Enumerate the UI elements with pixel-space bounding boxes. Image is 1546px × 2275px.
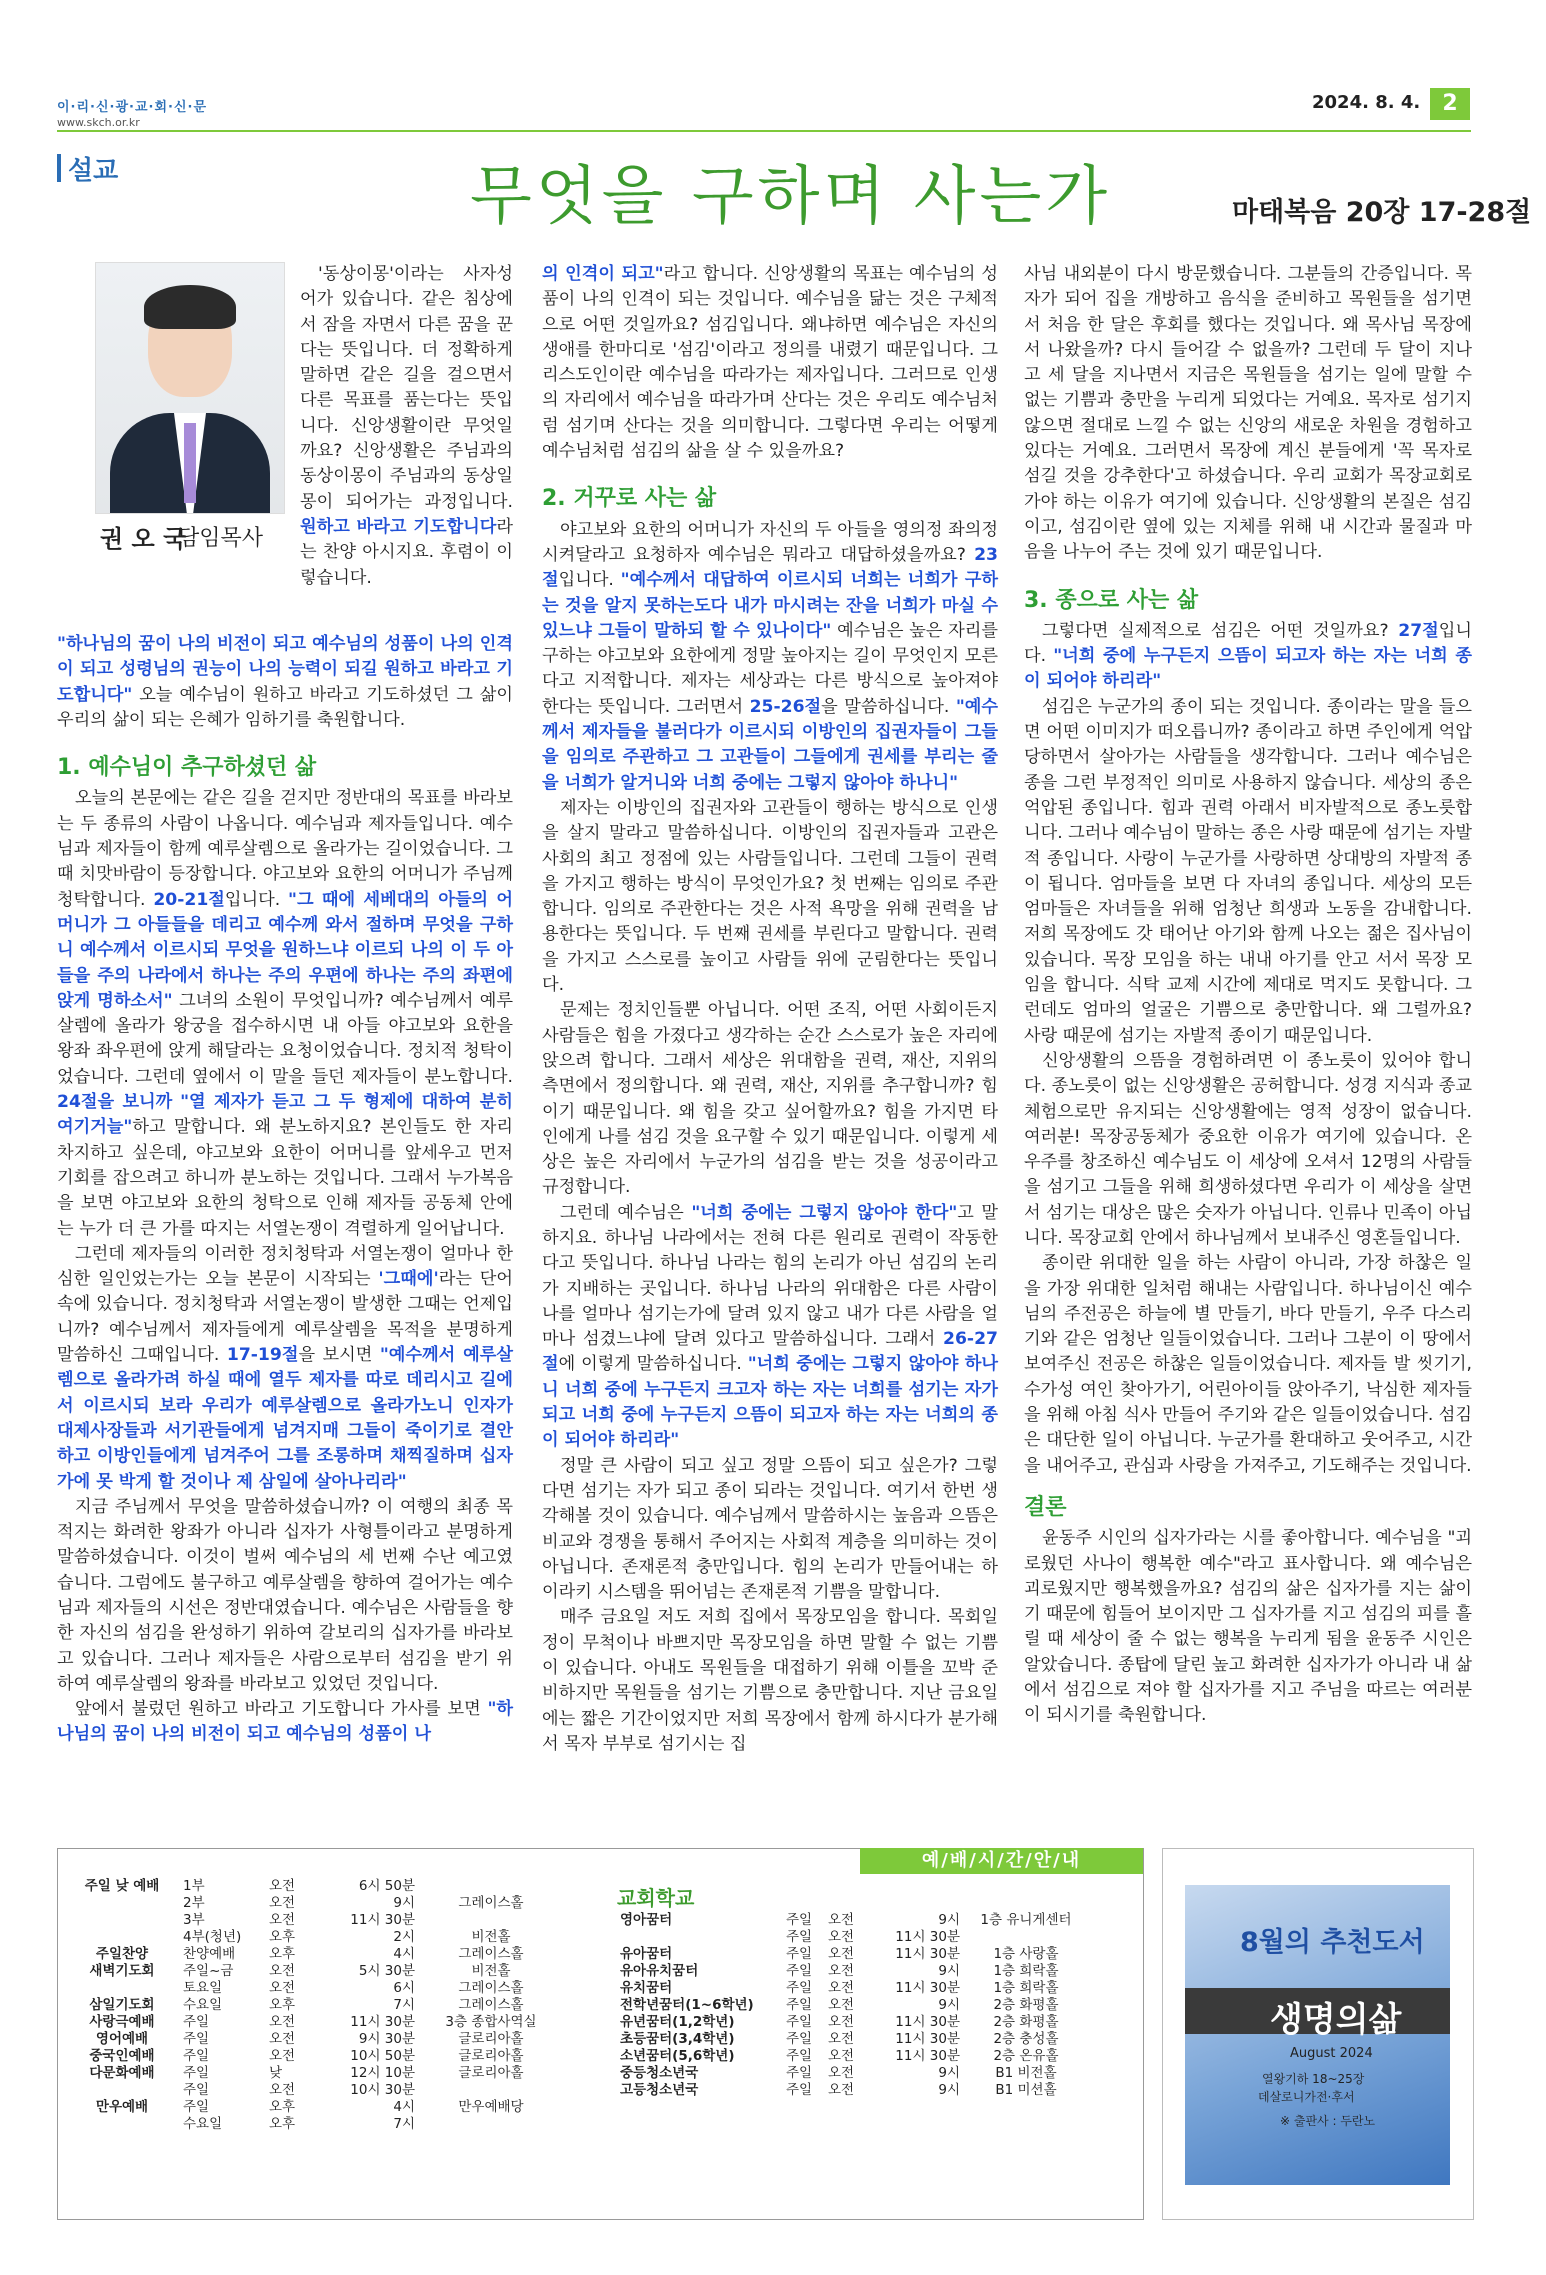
school-day: 주일 — [786, 1963, 813, 1979]
worship-place — [418, 1912, 564, 1929]
worship-ampm: 오전 — [269, 2082, 296, 2098]
worship-name: 사랑극예배 — [89, 2014, 155, 2030]
heading-1: 1. 예수님이 추구하셨던 삶 — [57, 755, 317, 781]
school-row — [617, 1912, 1089, 1929]
worship-place — [418, 1878, 564, 1895]
school-place: B1 비전홀 — [995, 2065, 1057, 2081]
worship-time: 5시 30분 — [358, 1963, 415, 1979]
worship-ampm: 오후 — [269, 1997, 296, 2013]
school-name: 유아유치꿈터 — [620, 1963, 699, 1979]
sermon-column-3: 사님 내외분이 다시 방문했습니다. 그분들의 간증입니다. 목자가 되어 집을 개방하고 음식을 준비하고 목원들을 섬기면서 처음 한 달은 후회를 했다는 것입니다. 왜 목사님 목장에서 나왔을까? 다시 들어갈 수 없을까? 그런데 두 달이 지나고 세 달을 지나면서 지금은 목원들을 섬기는 일에 말할 수 없는 기쁨과 충만을 누리게 되었다는 거예요. 목자로 섬기지 않으면 절대로 느낄 수 없는 신앙의 새로운 차원을 경험하고 있다는 거예요. 그러면서 목장에 계신 분들에게 '꼭 목자로 섬길 것을 강추한다'고 하셨습니다. 우리 교회가 목장교회로 가야 하는 이유가 여기에 있습니다. 신앙생활의 본질은 섬김이고, 섬김이란 옆에 있는 지체를 위해 내 시간과 물질과 마음을 나누어 주는 것에 있기 때문입니다. 3. 종으로 사는 삶 그렇다면 실제적으로 섬김은 어떤 것일까요? 27절입니다. "너희 중에 누구든지 으뜸이 되고자 하는 자는 너희 종이 되어야 하리라" 섬김은 누군가의 종이 되는 것입니다. 종이라는 말을 들으면 어떤 이미지가 떠오릅니까? 종이라고 하면 주인에게 억압당하면서 살아가는 사람들을 생각합니다. 그러나 예수님은 종을 그런 부정적인 의미로 사용하지 않습니다. 세상의 종은 억압된 종입니다. 힘과 권력 아래서 비자발적으로 종노릇합니다. 그러나 예수님이 말하는 종은 사랑 때문에 섬기는 자발적 종입니다. 사랑이 누군가를 사랑하면 상대방의 자발적 종이 됩니다. 엄마들을 보면 다 자녀의 종입니다. 세상의 모든 엄마들은 자녀들을 위해 엄청난 희생과 노동을 감내합니다. 저희 목장에도 갓 태어난 아기와 함께 나오는 젊은 집사님이 있습니다. 목장 모임을 하는 내내 아기를 안고 서서 목장 모임을 합니다. 식탁 교제 시간에 제대로 먹지도 못합니다. 그런데도 엄마의 얼굴은 기쁨으로 충만합니다. 왜 그럴까요? 사랑 때문에 섬기는 자발적 종이기 때문입니다. 신앙생활의 으뜸을 경험하려면 이 종노릇이 있어야 합니다. 종노릇이 없는 신앙생활은 공허합니다. 성경 지식과 종교체험으로만 유지되는 신앙생활에는 영적 성장이 없습니다. 여러분! 목장공동체가 중요한 이유가 여기에 있습니다. 온 우주를 창조하신 예수님도 이 세상에 오셔서 12명의 사람들을 섬기고 그들을 위해 희생하셨다면 우리가 이 세상을 살면서 섬기는 대상은 많은 숫자가 아닙니다. 인류나 민족이 아닙니다. 목장교회 안에서 하나님께서 보내주신 영혼들입니다. 종이란 위대한 일을 하는 사람이 아니라, 가장 하찮은 일을 가장 위대한 일처럼 해내는 사람입니다. 하나님이신 예수님의 주전공은 하늘에 별 만들기, 바다 만들기, 우주 다스리기와 같은 엄청난 일들이었습니다. 그러나 그분이 이 땅에서 보여주신 전공은 하찮은 일들이었습니다. 제자들 발 씻기기, 수가성 여인 찾아가기, 어린아이들 앉아주기, 낙심한 제자들을 위해 아침 식사 만들어 주기와 같은 일들이었습니다. 섬김은 대단한 일이 아닙니다. 누군가를 환대하고 웃어주고, 시간을 내어주고, 관심과 사랑을 가져주고, 기도해주는 것입니다. 결론 윤동주 시인의 십자가라는 시를 좋아합니다. 예수님을 "괴로웠던 사나이 행복한 예수"라고 표사합니다. 왜 예수님은 괴로웠지만 행복했을까요? 섬김의 삶은 십자가를 지는 삶이기 때문에 힘들어 보이지만 그 십자가를 지고 섬김의 피를 흘릴 때 세상이 줄 수 없는 행복을 누리게 됨을 윤동주 시인은 알았습니다. 종탑에 달린 높고 화려한 십자가가 아니라 내 삶에서 섬김으로 져야 할 십자가를 지고 주님을 따르는 여러분이 되시기를 축원합니다. — [1024, 264, 1472, 1726]
worship-sub: 1부 — [183, 1878, 205, 1894]
worship-ampm: 오전 — [269, 2048, 296, 2064]
worship-time: 11시 30분 — [350, 2014, 415, 2030]
heading-conclusion: 결론 — [1024, 1494, 1067, 1520]
school-place: 2층 화평홀 — [993, 1997, 1059, 2013]
school-row — [617, 1946, 1089, 1963]
school-name: 영아꿈터 — [620, 1912, 673, 1928]
school-day: 주일 — [786, 1997, 813, 2013]
worship-sub: 3부 — [183, 1912, 205, 1928]
school-time: 9시 — [938, 2065, 960, 2081]
school-day: 주일 — [786, 1946, 813, 1962]
issue-date: 2024. 8. 4. — [1312, 92, 1421, 113]
school-row — [617, 1929, 1089, 1946]
school-time: 11시 30분 — [895, 2048, 960, 2064]
worship-time: 9시 30분 — [358, 2031, 415, 2047]
worship-time: 11시 30분 — [350, 1912, 415, 1928]
school-name: 중등청소년국 — [620, 2065, 699, 2081]
worship-place: 그레이스홀 — [458, 1946, 524, 1962]
worship-place: 글로리아홀 — [458, 2031, 524, 2047]
worship-sub: 주일 — [183, 2099, 210, 2115]
worship-name — [64, 2082, 180, 2099]
worship-ampm: 오전 — [269, 2014, 296, 2030]
worship-sub: 수요일 — [183, 1997, 223, 2013]
school-name: 전학년꿈터(1~6학년) — [620, 1997, 754, 2013]
school-place: B1 미션홀 — [995, 2082, 1057, 2098]
school-row — [617, 2082, 1089, 2099]
worship-sub: 주일~금 — [183, 1963, 234, 1979]
school-time: 9시 — [938, 1912, 960, 1928]
worship-ampm: 오전 — [269, 1963, 296, 1979]
worship-ampm: 오전 — [269, 1980, 296, 1996]
worship-place: 만우예배당 — [458, 2099, 524, 2115]
school-ampm: 오전 — [828, 2082, 855, 2098]
worship-time: 4시 — [393, 2099, 415, 2115]
worship-row — [64, 2014, 564, 2031]
school-day: 주일 — [786, 2065, 813, 2081]
school-name: 유아꿈터 — [620, 1946, 673, 1962]
school-time: 11시 30분 — [895, 2031, 960, 2047]
worship-place: 3층 종합사역실 — [445, 2014, 537, 2030]
pastor-photo — [95, 262, 285, 514]
school-time: 11시 30분 — [895, 1980, 960, 1996]
school-place: 2층 화평홀 — [993, 2014, 1059, 2030]
worship-time: 10시 50분 — [350, 2048, 415, 2064]
pastor-name: 권 오 국 — [100, 525, 187, 553]
section-label: 설교 — [68, 156, 119, 186]
worship-name — [64, 1912, 180, 1929]
school-day: 주일 — [786, 2014, 813, 2030]
school-ampm: 오전 — [828, 2048, 855, 2064]
school-day: 주일 — [786, 2031, 813, 2047]
worship-time: 12시 10분 — [350, 2065, 415, 2081]
worship-time: 6시 — [393, 1980, 415, 1996]
school-ampm: 오전 — [828, 1929, 855, 1945]
school-time: 11시 30분 — [895, 1929, 960, 1945]
school-time: 9시 — [938, 2082, 960, 2098]
school-row — [617, 1963, 1089, 1980]
school-day: 주일 — [786, 1929, 813, 1945]
book-reading-2: 데살로니가전·후서 — [1258, 2090, 1355, 2104]
school-time: 9시 — [938, 1997, 960, 2013]
worship-place: 그레이스홀 — [458, 1980, 524, 1996]
worship-sub: 주일 — [183, 2065, 210, 2081]
worship-place — [418, 2082, 564, 2099]
worship-name — [64, 1980, 180, 1997]
section-bar-icon — [57, 154, 61, 182]
worship-ampm: 오후 — [269, 1929, 296, 1945]
church-school-table — [617, 1912, 1089, 2099]
worship-ampm: 오후 — [269, 2116, 296, 2132]
worship-ampm: 오후 — [269, 1946, 296, 1962]
worship-row — [64, 2065, 564, 2082]
worship-name: 만우예배 — [95, 2099, 149, 2115]
school-day: 주일 — [786, 2048, 813, 2064]
worship-schedule-table — [64, 1878, 564, 2133]
worship-sub: 주일 — [183, 2031, 210, 2047]
school-ampm: 오전 — [828, 1912, 855, 1928]
worship-row — [64, 2048, 564, 2065]
newspaper-name: 이·리·신·광·교·회·신·문 — [57, 100, 208, 115]
worship-place: 비전홀 — [471, 1963, 511, 1979]
book-title: 생명의삶 — [1270, 2000, 1402, 2040]
worship-row — [64, 2082, 564, 2099]
sermon-column-2: 의 인격이 되고"라고 합니다. 신앙생활의 목표는 예수님의 성품이 나의 인격이 되는 것입니다. 예수님을 닮는 것은 구체적으로 어떤 것일까요? 섬김입니다. 왜냐하면 예수님은 자신의 생애를 한마디로 '섬김'이라고 정의를 내렸기 때문입니다. 그리스도인이란 예수님을 따라가는 제자입니다. 그러므로 인생의 자리에서 예수님을 따라가며 산다는 것은 우리도 예수님처럼 섬기며 산다는 것을 의미합니다. 그렇다면 우리는 어떻게 예수님처럼 섬김의 삶을 살 수 있을까요? 2. 거꾸로 사는 삶 야고보와 요한의 어머니가 자신의 두 아들을 영의정 좌의정 시켜달라고 요청하자 예수님은 뭐라고 대답하셨을까요? 23절입니다. "예수께서 대답하여 이르시되 너희는 너희가 구하는 것을 알지 못하는도다 내가 마시려는 잔을 너희가 마실 수 있느냐 그들이 말하되 할 수 있나이다" 예수님은 높은 자리를 구하는 야고보와 요한에게 정말 높아지는 길이 무엇인지 모른다고 지적합니다. 제자는 세상과는 다른 방식으로 높아져야 한다는 뜻입니다. 그러면서 25-26절을 말씀하십니다. "예수께서 제자들을 불러다가 이르시되 이방인의 집권자들이 그들을 임의로 주관하고 그 고관들이 그들에게 권세를 부리는 줄을 너희가 알거니와 너희 중에는 그렇지 않아야 하나니" 제자는 이방인의 집권자와 고관들이 행하는 방식으로 인생을 살지 말라고 말씀하십니다. 이방인의 집권자들과 고관은 사회의 최고 정점에 있는 사람들입니다. 그런데 그들이 권력을 가지고 행하는 방식이 무엇인가요? 첫 번째는 임의로 주관합니다. 임의로 주관한다는 것은 사적 욕망을 위해 권력을 남용한다는 뜻입니다. 두 번째 권세를 부린다고 말합니다. 권력을 가지고 스스로를 높이고 사람들 위에 군림한다는 뜻입니다. 문제는 정치인들뿐 아닙니다. 어떤 조직, 어떤 사회이든지 사람들은 힘을 가졌다고 생각하는 순간 스스로가 높은 자리에 앉으려 합니다. 그래서 세상은 위대함을 권력, 재산, 지위의 측면에서 정의합니다. 왜 권력, 재산, 지위를 추구합니까? 힘이기 때문입니다. 왜 힘을 갖고 싶어할까요? 힘을 가지면 타인에게 나를 섬김 것을 요구할 수 있기 때문입니다. 이렇게 세상은 높은 자리에서 누군가의 섬김을 받는 것을 성공이라고 규정합니다. 그런데 예수님은 "너희 중에는 그렇지 않아야 한다"고 말하지요. 하나님 나라에서는 전혀 다른 원리로 권력이 작동한다고 뜻입니다. 하나님 나라는 힘의 논리가 아닌 섬김의 논리가 지배하는 곳입니다. 하나님 나라의 위대함은 다른 사람이 나를 얼마나 섬기는가에 달려 있지 않고 내가 다른 사람을 얼마나 섬겼느냐에 달려 있다고 말씀하십니다. 그래서 26-27절에 이렇게 말씀하십니다. "너희 중에는 그렇지 않아야 하나니 너희 중에 누구든지 크고자 하는 자는 너희를 섬기는 자가 되고 너희 중에 누구든지 으뜸이 되고자 하는 자는 너희의 종이 되어야 하리라" 정말 큰 사람이 되고 싶고 정말 으뜸이 되고 싶은가? 그렇다면 섬기는 자가 되고 종이 되라는 것입니다. 여기서 한번 생각해볼 것이 있습니다. 예수님께서 말씀하시는 높음과 으뜸은 비교와 경쟁을 통해서 주어지는 사회적 계층을 의미하는 것이 아닙니다. 존재론적 충만입니다. 힘의 논리가 만들어내는 하이라키 시스템을 뛰어넘는 존재론적 기쁨을 말합니다. 매주 금요일 저도 저희 집에서 목장모임을 합니다. 목회일정이 무척이나 바쁘지만 목장모임을 하면 말할 수 없는 기쁨이 있습니다. 아내도 목원들을 대접하기 위해 이틀을 꼬박 준비하지만 목원들을 섬기는 기쁨으로 충만합니다. 지난 금요일에는 짧은 기간이었지만 저희 목장에서 함께 하시다가 분가해서 목자 부부로 섬기시는 집 — [542, 264, 999, 1754]
school-ampm: 오전 — [828, 1980, 855, 1996]
page-number-badge: 2 — [1430, 88, 1470, 120]
school-name — [617, 1929, 783, 1946]
school-ampm: 오전 — [828, 2031, 855, 2047]
school-name: 초등꿈터(3,4학년) — [620, 2031, 735, 2047]
school-place: 1층 희락홀 — [993, 1980, 1059, 1996]
school-time: 11시 30분 — [895, 2014, 960, 2030]
worship-name: 중국인예배 — [89, 2048, 155, 2064]
worship-row — [64, 1878, 564, 1895]
worship-row — [64, 2099, 564, 2116]
heading-3: 3. 종으로 사는 삶 — [1024, 587, 1199, 613]
worship-name: 다문화예배 — [89, 2065, 155, 2081]
school-day: 주일 — [786, 1912, 813, 1928]
worship-time: 9시 — [393, 1895, 415, 1911]
worship-ampm: 오전 — [269, 2031, 296, 2047]
worship-time: 2시 — [393, 1929, 415, 1945]
worship-sub: 찬양예배 — [183, 1946, 236, 1962]
worship-name: 주일찬양 — [95, 1946, 149, 1962]
scripture-reference: 마태복음 20장 17-28절 — [1232, 197, 1532, 228]
worship-time: 6시 50분 — [358, 1878, 415, 1894]
book-publisher: ※ 출판사 : 두란노 — [1280, 2114, 1376, 2128]
church-school-title: 교회학교 — [617, 1886, 695, 1910]
worship-place: 글로리아홀 — [458, 2048, 524, 2064]
worship-schedule-banner: 예/배/시/간/안/내 — [860, 1848, 1143, 1874]
sermon-title: 무엇을 구하며 사는가 — [470, 160, 1112, 234]
sermon-column-1: "하나님의 꿈이 나의 비전이 되고 예수님의 성품이 나의 인격이 되고 성령님의 권능이 나의 능력이 되길 원하고 바라고 기도합니다" 오늘 예수님이 원하고 바라고 기도하셨던 그 삶이 우리의 삶이 되는 은혜가 임하기를 축원합니다. 1. 예수님이 추구하셨던 삶 오늘의 본문에는 같은 길을 걷지만 정반대의 목표를 바라보는 두 종류의 사람이 나옵니다. 예수님과 제자들입니다. 예수님과 제자들이 함께 예루살렘으로 올라가는 길이었습니다. 그때 치맛바람이 등장합니다. 야고보와 요한의 어머니가 주님께 청탁합니다. 20-21절입니다. "그 때에 세베대의 아들의 어머니가 그 아들들을 데리고 예수께 와서 절하며 무엇을 구하니 예수께서 이르시되 무엇을 원하느냐 이르되 나의 이 두 아들을 주의 나라에서 하나는 주의 우편에 하나는 주의 좌편에 앉게 명하소서" 그녀의 소원이 무엇입니까? 예수님께서 예루살렘에 올라가 왕궁을 접수하시면 내 아들 야고보와 요한을 왕좌 좌우편에 앉게 해달라는 요청이었습니다. 정치적 청탁이었습니다. 그런데 옆에서 이 말을 들던 제자들이 분노합니다. 24절을 보니까 "열 제자가 듣고 그 두 형제에 대하여 분히 여기거늘"하고 말합니다. 왜 분노하지요? 본인들도 한 자리 차지하고 싶은데, 야고보와 요한이 어머니를 앞세우고 먼저 기회를 잡으려고 하니까 분노하는 것입니다. 그래서 누가복음을 보면 야고보와 요한의 청탁으로 인해 제자들 공동체 안에는 누가 더 큰 가를 따지는 서열논쟁이 격렬하게 일어납니다. 그런데 제자들의 이러한 정치청탁과 서열논쟁이 얼마나 한심한 일인었는가는 오늘 본문이 시작되는 '그때에'라는 단어 속에 있습니다. 정치청탁과 서열논쟁이 발생한 그때는 언제입니까? 예수님께서 제자들에게 예루살렘을 목적을 분명하게 말씀하신 그때입니다. 17-19절을 보시면 "예수께서 예루살렘으로 올라가려 하실 때에 열두 제자를 따로 데리시고 길에서 이르시되 보라 우리가 예루살렘으로 올라가노니 인자가 대제사장들과 서기관들에게 넘겨지매 그들이 죽이기로 결안하고 이방인들에게 넘겨주어 그를 조롱하며 채찍질하며 십자가에 못 박게 할 것이나 제 삼일에 살아나리라" 지금 주님께서 무엇을 말씀하셨습니까? 이 여행의 최종 목적지는 화려한 왕좌가 아니라 십자가 사형틀이라고 분명하게 말씀하셨습니다. 이것이 벌써 예수님의 세 번째 수난 예고였습니다. 그럼에도 불구하고 예루살렘을 향하여 걸어가는 예수님과 제자들의 시선은 정반대였습니다. 예수님은 사람들을 향한 자신의 섬김을 완성하기 위하여 갈보리의 십자가를 바라보고 있습니다. 그러나 제자들은 사람으로부터 섬김을 받기 위하여 예루살렘의 왕좌를 바라보고 있었던 것입니다. 앞에서 불렀던 원하고 바라고 기도합니다 가사를 보면 "하나님의 꿈이 나의 비전이 되고 예수님의 성품이 나 — [57, 634, 513, 1745]
worship-place: 비전홀 — [471, 1929, 511, 1945]
school-place: 1층 희락홀 — [993, 1963, 1059, 1979]
worship-name: 영어예배 — [95, 2031, 149, 2047]
school-ampm: 오전 — [828, 1946, 855, 1962]
worship-name — [64, 1929, 180, 1946]
worship-row — [64, 2031, 564, 2048]
school-place: 2층 충성홀 — [993, 2031, 1059, 2047]
school-ampm: 오전 — [828, 2065, 855, 2081]
worship-place: 그레이스홀 — [458, 1997, 524, 2013]
school-name: 유년꿈터(1,2학년) — [620, 2014, 735, 2030]
worship-row — [64, 1963, 564, 1980]
school-name: 고등청소년국 — [620, 2082, 699, 2098]
worship-name — [64, 2116, 180, 2133]
worship-sub: 4부(청년) — [183, 1929, 242, 1945]
school-row — [617, 2065, 1089, 2082]
worship-name: 삼일기도회 — [89, 1997, 155, 2013]
school-time: 11시 30분 — [895, 1946, 960, 1962]
pastor-role: 담임목사 — [178, 526, 264, 551]
worship-place: 글로리아홀 — [458, 2065, 524, 2081]
worship-row — [64, 1980, 564, 1997]
worship-place: 그레이스홀 — [458, 1895, 524, 1911]
worship-ampm: 오전 — [269, 1912, 296, 1928]
worship-row — [64, 1895, 564, 1912]
worship-ampm: 오전 — [269, 1895, 296, 1911]
worship-sub: 주일 — [183, 2014, 210, 2030]
worship-time: 10시 30분 — [350, 2082, 415, 2098]
worship-time: 4시 — [393, 1946, 415, 1962]
school-place — [963, 1929, 1089, 1946]
worship-row — [64, 1929, 564, 1946]
school-row — [617, 2048, 1089, 2065]
worship-name: 새벽기도회 — [89, 1963, 155, 1979]
worship-ampm: 낮 — [269, 2065, 283, 2081]
book-issue: August 2024 — [1290, 2046, 1373, 2061]
worship-sub: 2부 — [183, 1895, 205, 1911]
worship-row — [64, 1997, 564, 2014]
school-row — [617, 1980, 1089, 1997]
school-day: 주일 — [786, 1980, 813, 1996]
worship-row — [64, 2116, 564, 2133]
worship-ampm: 오전 — [269, 1878, 296, 1894]
worship-name — [64, 1895, 180, 1912]
school-ampm: 오전 — [828, 2014, 855, 2030]
book-reading-1: 열왕기하 18~25장 — [1262, 2072, 1365, 2086]
worship-sub: 토요일 — [183, 1980, 223, 1996]
worship-place — [418, 2116, 564, 2133]
school-name: 소년꿈터(5,6학년) — [620, 2048, 735, 2064]
worship-row — [64, 1946, 564, 1963]
school-ampm: 오전 — [828, 1963, 855, 1979]
worship-ampm: 오후 — [269, 2099, 296, 2115]
worship-sub: 주일 — [183, 2082, 210, 2098]
school-place: 2층 온유홀 — [993, 2048, 1059, 2064]
worship-sub: 수요일 — [183, 2116, 223, 2132]
school-row — [617, 2031, 1089, 2048]
newspaper-url[interactable]: www.skch.or.kr — [57, 116, 140, 129]
worship-name: 주일 낮 예배 — [84, 1878, 160, 1894]
school-row — [617, 2014, 1089, 2031]
school-time: 9시 — [938, 1963, 960, 1979]
school-day: 주일 — [786, 2082, 813, 2098]
school-row — [617, 1997, 1089, 2014]
header-rule — [57, 130, 1471, 132]
heading-2: 2. 거꾸로 사는 삶 — [542, 486, 717, 512]
school-place: 1층 유니게센터 — [980, 1912, 1072, 1928]
worship-time: 7시 — [393, 1997, 415, 2013]
school-ampm: 오전 — [828, 1997, 855, 2013]
worship-time: 7시 — [393, 2116, 415, 2132]
intro-text: '동상이몽'이라는 사자성어가 있습니다. 같은 침상에서 잠을 자면서 다른 꿈을 꾼다는 뜻입니다. 더 정확하게 말하면 같은 길을 걸으면서 다른 목표를 품는다는 뜻입니다. 신앙생활이란 무엇일까요? 신앙생활은 주님과의 동상이몽이 주님과의 동상일몽이 되어가는 과정입니다. 원하고 바라고 기도합니다라는 찬양 아시지요. 후렴이 이렇습니다. — [300, 264, 513, 588]
worship-row — [64, 1912, 564, 1929]
school-name: 유치꿈터 — [620, 1980, 673, 1996]
worship-sub: 주일 — [183, 2048, 210, 2064]
book-headline: 8월의 추천도서 — [1240, 1927, 1425, 1958]
school-place: 1층 사랑홀 — [993, 1946, 1059, 1962]
